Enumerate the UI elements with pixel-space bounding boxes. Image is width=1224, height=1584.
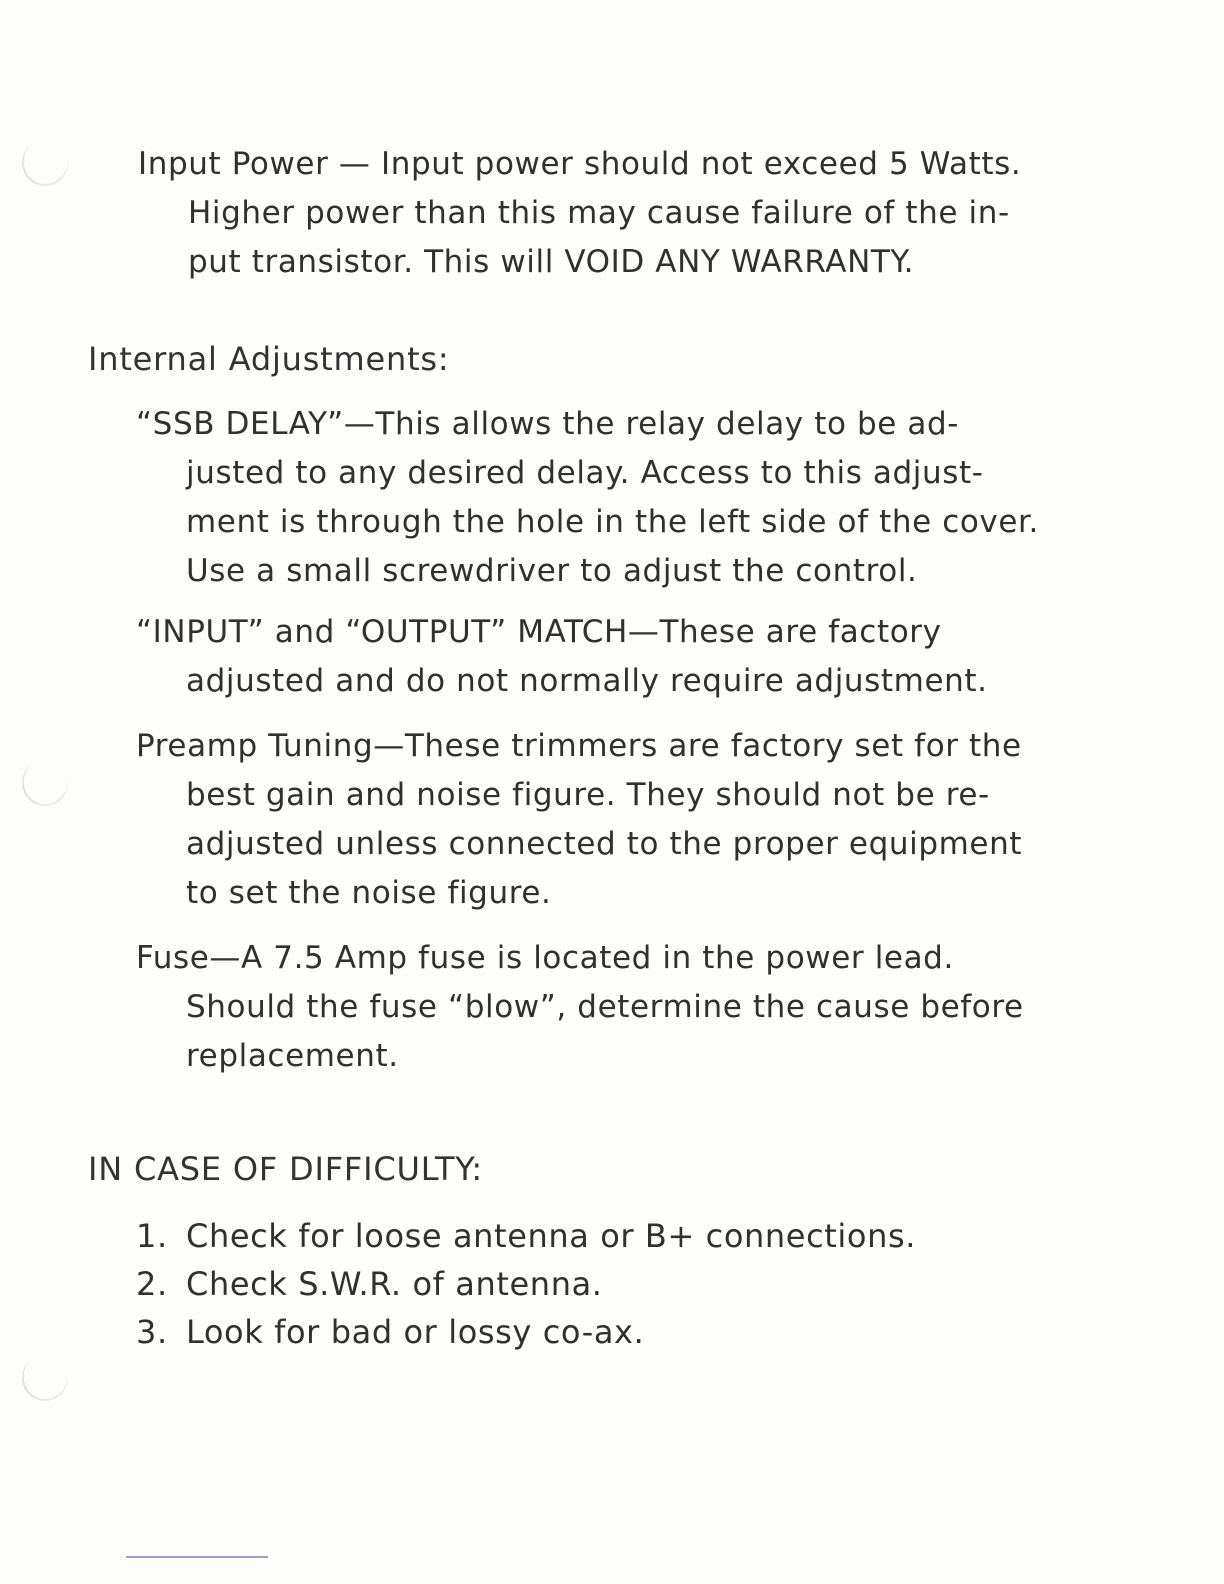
fuse-paragraph bbox=[136, 934, 1116, 1081]
paragraph-line: Input Power — Input power should not exceed 5 Watts. bbox=[138, 146, 1022, 182]
section-heading: Internal Adjustments: bbox=[88, 340, 450, 378]
list-number: 1. bbox=[136, 1217, 168, 1255]
paragraph-line: Preamp Tuning—These trimmers are factory set for the bbox=[136, 728, 1022, 764]
paragraph-line: put transistor. This will VOID ANY WARRANTY. bbox=[188, 244, 915, 280]
match-paragraph bbox=[136, 608, 1116, 706]
paragraph-line: replacement. bbox=[186, 1038, 399, 1074]
section-heading: IN CASE OF DIFFICULTY: bbox=[88, 1150, 483, 1188]
list-item-text: Check S.W.R. of antenna. bbox=[186, 1265, 603, 1303]
punch-hole-mark bbox=[16, 1349, 75, 1408]
paragraph-line: “SSB DELAY”—This allows the relay delay to be ad- bbox=[136, 406, 960, 442]
paragraph-line: Use a small screwdriver to adjust the control. bbox=[186, 553, 918, 589]
preamp-tuning-paragraph bbox=[136, 722, 1116, 918]
punch-hole-mark bbox=[16, 134, 75, 193]
paragraph-line: justed to any desired delay. Access to this adjust- bbox=[186, 455, 984, 491]
paragraph-line: Should the fuse “blow”, determine the cause before bbox=[186, 989, 1024, 1025]
paragraph-line: ment is through the hole in the left side of the cover. bbox=[186, 504, 1040, 540]
paragraph-line: Fuse—A 7.5 Amp fuse is located in the power lead. bbox=[136, 940, 954, 976]
paragraph-line: “INPUT” and “OUTPUT” MATCH—These are factory bbox=[136, 614, 942, 650]
paragraph-line: adjusted unless connected to the proper equipment bbox=[186, 826, 1023, 862]
paragraph-line: best gain and noise figure. They should not be re- bbox=[186, 777, 990, 813]
ssb-delay-paragraph bbox=[136, 400, 1116, 596]
paragraph-line: adjusted and do not normally require adjustment. bbox=[186, 663, 988, 699]
input-power-paragraph bbox=[138, 140, 1118, 287]
paragraph-line: to set the noise figure. bbox=[186, 875, 552, 911]
list-item-text: Look for bad or lossy co-ax. bbox=[186, 1313, 645, 1351]
difficulty-list bbox=[136, 1212, 916, 1356]
paragraph-line: Higher power than this may cause failure of the in- bbox=[188, 195, 1010, 231]
list-item bbox=[136, 1260, 916, 1308]
list-number: 2. bbox=[136, 1265, 168, 1303]
list-item bbox=[136, 1308, 916, 1356]
list-item-text: Check for loose antenna or B+ connections. bbox=[186, 1217, 917, 1255]
list-number: 3. bbox=[136, 1313, 168, 1351]
punch-hole-mark bbox=[16, 754, 75, 813]
list-item bbox=[136, 1212, 916, 1260]
footer-rule bbox=[126, 1556, 268, 1558]
